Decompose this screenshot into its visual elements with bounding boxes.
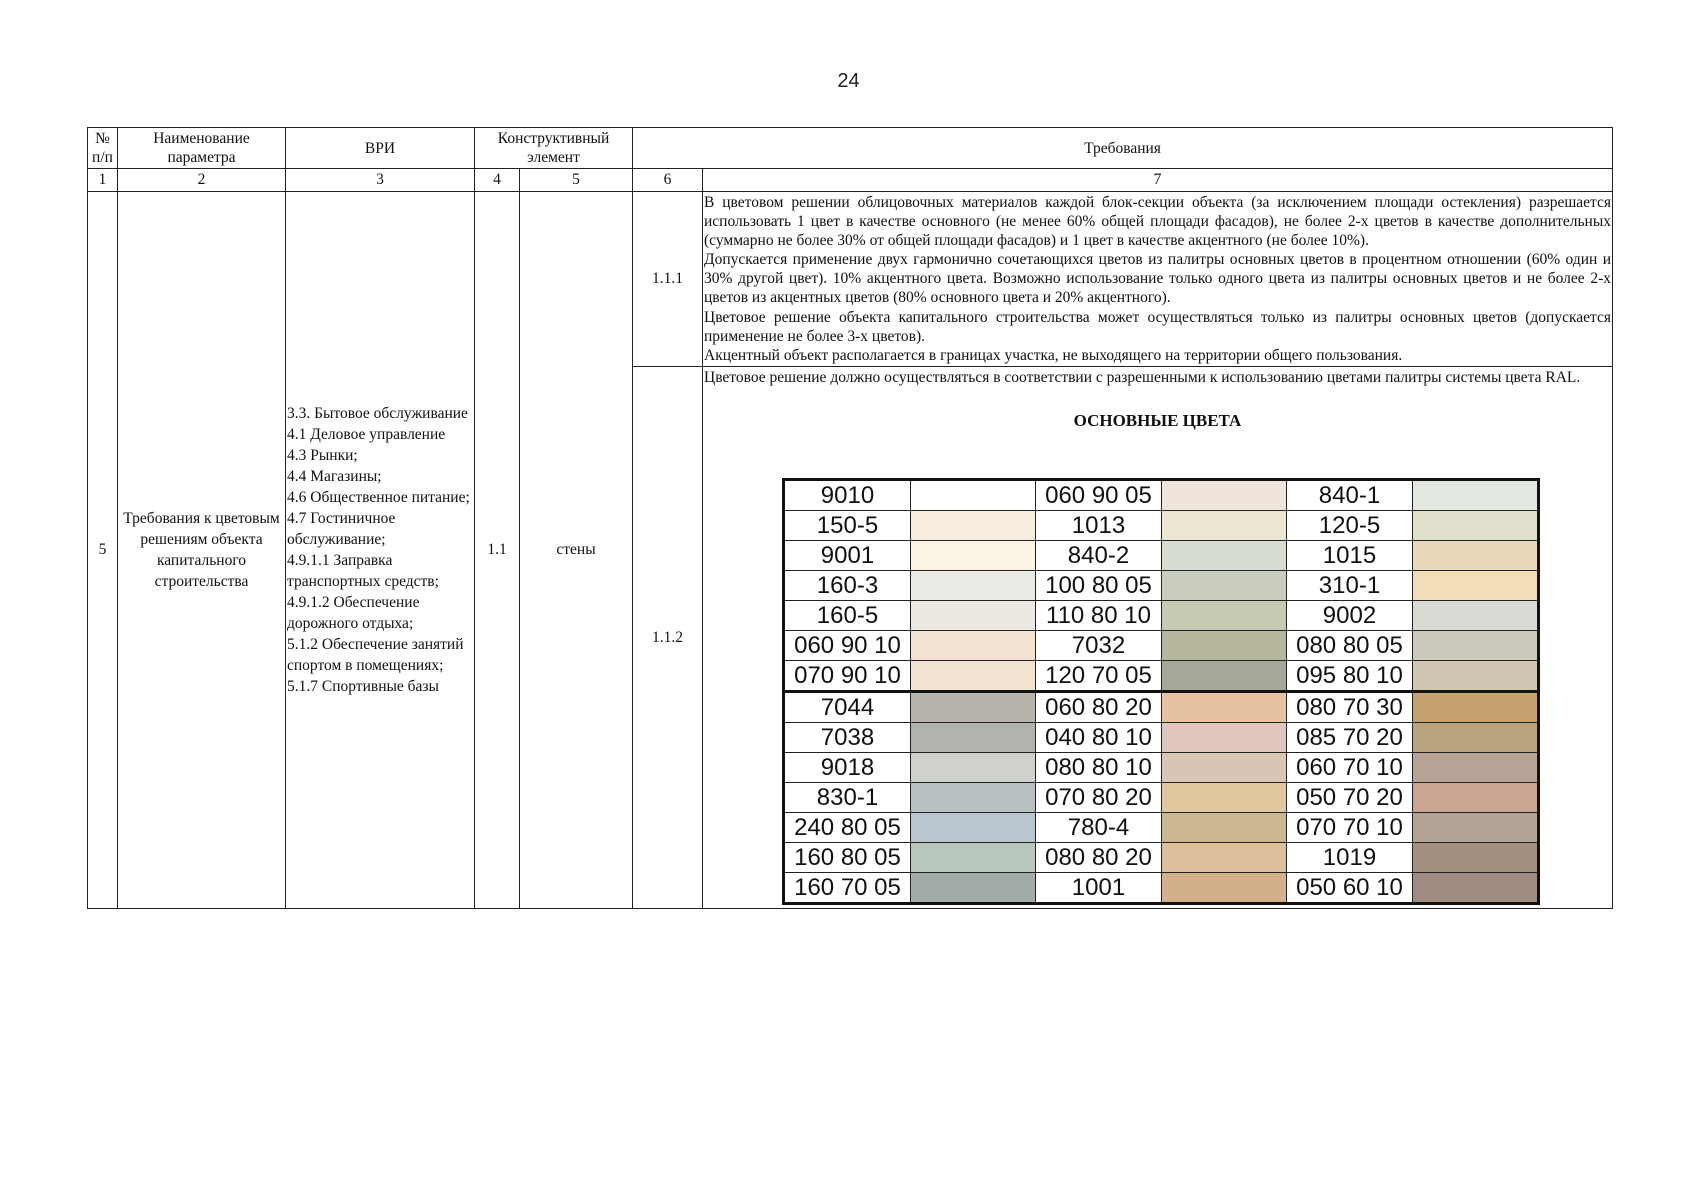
color-code: 840-2 <box>1036 540 1162 570</box>
palette-row <box>784 691 1539 722</box>
vri-item: 4.9.1.1 Заправка транспортных средств; <box>287 551 439 590</box>
color-swatch <box>1413 540 1539 570</box>
color-code: 060 80 20 <box>1036 691 1162 722</box>
color-swatch <box>1162 752 1287 782</box>
color-swatch <box>1162 540 1287 570</box>
color-code: 080 80 20 <box>1036 842 1162 872</box>
color-code: 060 90 05 <box>1036 479 1162 510</box>
palette-row <box>784 872 1539 903</box>
page-number: 24 <box>837 70 860 92</box>
color-code: 7044 <box>784 691 911 722</box>
header-requirements: Требования <box>633 128 1613 169</box>
color-code: 9010 <box>784 479 911 510</box>
vri-item: 5.1.7 Спортивные базы <box>287 677 439 695</box>
column-number-row <box>88 169 1613 192</box>
color-code: 110 80 10 <box>1036 600 1162 630</box>
color-code: 780-4 <box>1036 812 1162 842</box>
color-swatch <box>1162 660 1287 691</box>
color-swatch <box>911 872 1036 903</box>
color-code: 7032 <box>1036 630 1162 660</box>
color-swatch <box>1413 600 1539 630</box>
vri-item: 3.3. Бытовое обслуживание <box>287 404 468 422</box>
palette-row <box>784 630 1539 660</box>
column-number: 5 <box>520 169 633 192</box>
color-swatch <box>911 722 1036 752</box>
column-number: 2 <box>118 169 286 192</box>
color-swatch <box>1413 812 1539 842</box>
requirement-text-1 <box>703 192 1613 367</box>
palette-row <box>784 782 1539 812</box>
color-code: 310-1 <box>1287 570 1413 600</box>
header-num: № п/п <box>88 128 118 169</box>
color-swatch <box>1162 691 1287 722</box>
color-code: 085 70 20 <box>1287 722 1413 752</box>
vri-item: 4.7 Гостиничное обслуживание; <box>287 509 396 548</box>
parameter-name: Требования к цветовым решениям объекта капитального строительства <box>118 192 286 909</box>
color-swatch <box>1162 479 1287 510</box>
palette-row <box>784 540 1539 570</box>
color-swatch <box>1162 812 1287 842</box>
color-code: 080 80 05 <box>1287 630 1413 660</box>
color-swatch <box>911 842 1036 872</box>
color-palette-table <box>782 478 1540 905</box>
color-swatch <box>911 660 1036 691</box>
requirement-paragraph: Цветовое решение объекта капитального строительства может осуществляться только из палитры основных цветов (допускается применение не более 3-х цветов). <box>704 308 1611 345</box>
column-number: 6 <box>633 169 703 192</box>
requirement-paragraph: В цветовом решении облицовочных материалов каждой блок-секции объекта (за исключением площади остекления) разрешается использовать 1 цвет в качестве основного (не менее 60% общей площади фасадов), не более 2-х цветов в качестве дополнительных (суммарно не более 30% от общей площади фасадов) и 1 цвет в качестве акцентного (не более 10%). <box>704 194 1611 250</box>
color-code: 160 70 05 <box>784 872 911 903</box>
color-code: 040 80 10 <box>1036 722 1162 752</box>
color-code: 095 80 10 <box>1287 660 1413 691</box>
palette-row <box>784 570 1539 600</box>
color-swatch <box>911 782 1036 812</box>
color-code: 1019 <box>1287 842 1413 872</box>
color-code: 160-5 <box>784 600 911 630</box>
color-code: 830-1 <box>784 782 911 812</box>
color-swatch <box>911 479 1036 510</box>
color-swatch <box>1413 842 1539 872</box>
color-swatch <box>911 630 1036 660</box>
color-code: 050 70 20 <box>1287 782 1413 812</box>
header-row <box>88 128 1613 169</box>
color-swatch <box>911 600 1036 630</box>
color-swatch <box>1413 722 1539 752</box>
color-swatch <box>911 570 1036 600</box>
vri-list <box>286 192 475 909</box>
column-number: 1 <box>88 169 118 192</box>
color-code: 9002 <box>1287 600 1413 630</box>
color-swatch <box>1413 691 1539 722</box>
vri-item: 4.1 Деловое управление <box>287 425 446 443</box>
color-swatch <box>1162 842 1287 872</box>
header-name: Наименование параметра <box>118 128 286 169</box>
color-swatch <box>1413 660 1539 691</box>
color-swatch <box>1413 570 1539 600</box>
color-swatch <box>1413 872 1539 903</box>
color-swatch <box>911 691 1036 722</box>
color-swatch <box>1162 782 1287 812</box>
color-code: 7038 <box>784 722 911 752</box>
color-swatch <box>1413 479 1539 510</box>
color-code: 070 90 10 <box>784 660 911 691</box>
color-code: 9001 <box>784 540 911 570</box>
color-swatch <box>1413 630 1539 660</box>
palette-row <box>784 842 1539 872</box>
color-code: 120 70 05 <box>1036 660 1162 691</box>
color-swatch <box>1162 510 1287 540</box>
palette-row <box>784 479 1539 510</box>
color-swatch <box>911 540 1036 570</box>
vri-item: 4.6 Общественное питание; <box>287 488 470 506</box>
column-number: 3 <box>286 169 475 192</box>
color-code: 1015 <box>1287 540 1413 570</box>
table-row <box>88 192 1613 367</box>
color-swatch <box>1162 722 1287 752</box>
color-code: 120-5 <box>1287 510 1413 540</box>
vri-item: 4.4 Магазины; <box>287 467 382 485</box>
element-code: 1.1 <box>475 192 520 909</box>
requirement-paragraph: Акцентный объект располагается в границах участка, не выходящего на территории общего пользования. <box>704 346 1403 364</box>
header-vri: ВРИ <box>286 128 475 169</box>
requirements-table <box>87 127 1613 909</box>
color-code: 240 80 05 <box>784 812 911 842</box>
color-code: 9018 <box>784 752 911 782</box>
color-code: 070 80 20 <box>1036 782 1162 812</box>
color-code: 080 80 10 <box>1036 752 1162 782</box>
color-swatch <box>1413 782 1539 812</box>
color-swatch <box>911 510 1036 540</box>
color-code: 150-5 <box>784 510 911 540</box>
color-code: 1013 <box>1036 510 1162 540</box>
palette-row <box>784 510 1539 540</box>
color-swatch <box>911 752 1036 782</box>
vri-item: 4.9.1.2 Обеспечение дорожного отдыха; <box>287 593 420 632</box>
palette-row <box>784 660 1539 691</box>
color-code: 840-1 <box>1287 479 1413 510</box>
header-element: Конструктивный элемент <box>475 128 633 169</box>
color-code: 050 60 10 <box>1287 872 1413 903</box>
palette-row <box>784 752 1539 782</box>
requirement-paragraph: Допускается применение двух гармонично сочетающихся цветов из палитры основных цветов в процентном отношении (60% один и 30% другой цвет). 10% акцентного цвета. Возможно использование только одного цвета из палитры основных цветов и не более 2-х цветов из акцентных цветов (80% основного цвета и 20% акцентного). <box>704 251 1611 307</box>
requirement-code-1: 1.1.1 <box>633 192 703 367</box>
color-swatch <box>1413 752 1539 782</box>
color-swatch <box>1162 872 1287 903</box>
color-code: 070 70 10 <box>1287 812 1413 842</box>
requirement-code-2: 1.1.2 <box>633 366 703 908</box>
requirement-text-2 <box>703 366 1613 908</box>
color-swatch <box>1162 600 1287 630</box>
element-name: стены <box>520 192 633 909</box>
color-code: 160-3 <box>784 570 911 600</box>
color-swatch <box>1162 630 1287 660</box>
color-swatch <box>911 812 1036 842</box>
column-number: 7 <box>703 169 1613 192</box>
vri-item: 5.1.2 Обеспечение занятий спортом в помещениях; <box>287 635 464 674</box>
vri-item: 4.3 Рынки; <box>287 446 358 464</box>
color-code: 160 80 05 <box>784 842 911 872</box>
row-num: 5 <box>88 192 118 909</box>
color-code: 100 80 05 <box>1036 570 1162 600</box>
palette-row <box>784 812 1539 842</box>
palette-row <box>784 722 1539 752</box>
color-swatch <box>1162 570 1287 600</box>
color-code: 080 70 30 <box>1287 691 1413 722</box>
color-swatch <box>1413 510 1539 540</box>
color-code: 060 90 10 <box>784 630 911 660</box>
color-code: 060 70 10 <box>1287 752 1413 782</box>
column-number: 4 <box>475 169 520 192</box>
palette-row <box>784 600 1539 630</box>
requirement-paragraph: Цветовое решение должно осуществляться в соответствии с разрешенными к использованию цветами палитры системы цвета RAL. <box>704 368 1581 386</box>
palette-title: ОСНОВНЫЕ ЦВЕТА <box>1073 410 1242 430</box>
color-code: 1001 <box>1036 872 1162 903</box>
